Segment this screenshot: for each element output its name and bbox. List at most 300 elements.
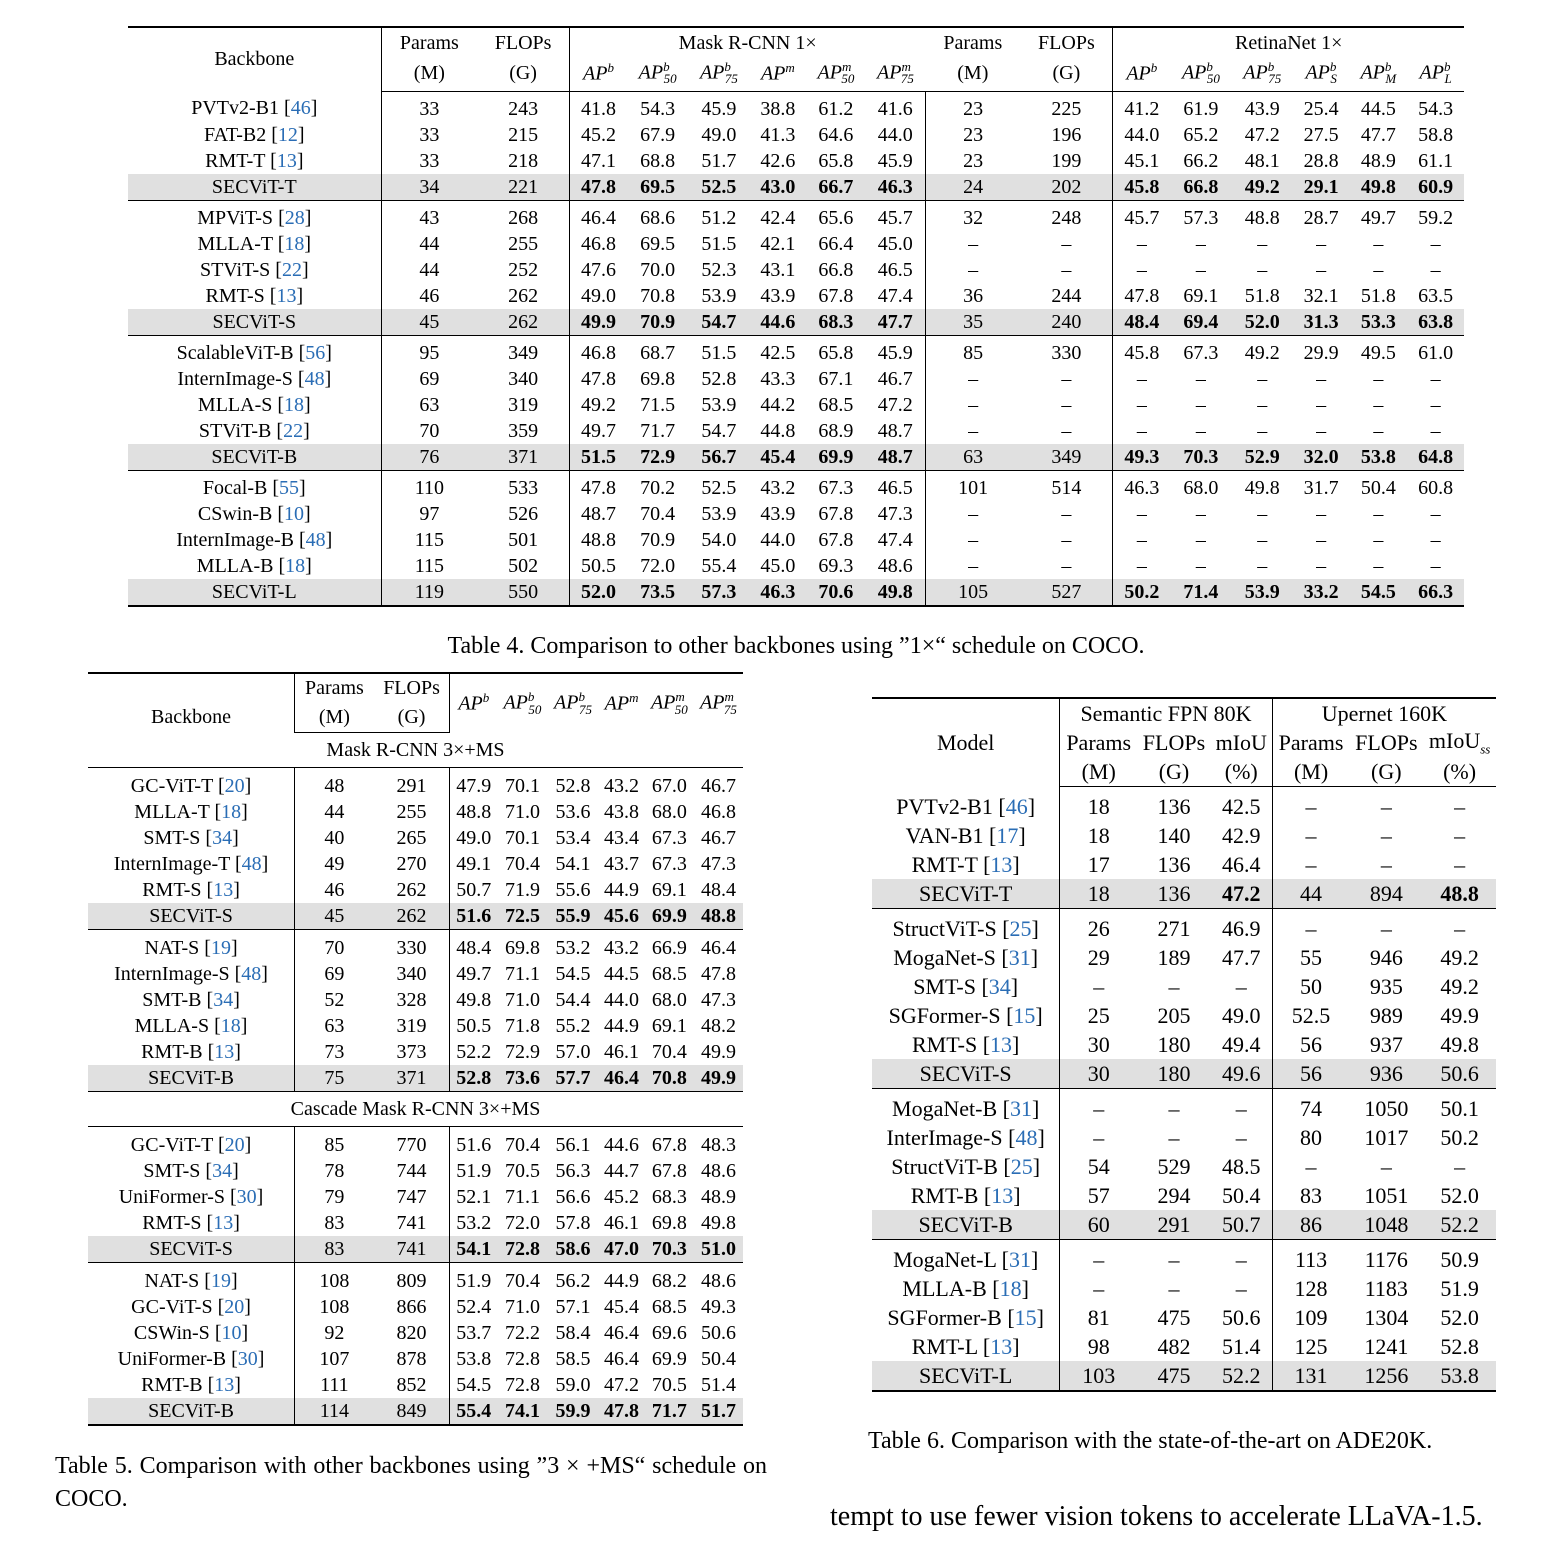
table-cell: 33.2 bbox=[1293, 579, 1350, 606]
table-cell: 72.8 bbox=[504, 1373, 540, 1396]
table-cell: – bbox=[1168, 973, 1180, 999]
table-cell: 52.8 bbox=[701, 367, 737, 390]
table-cell: 45 bbox=[295, 903, 374, 930]
table-cell: 46 bbox=[419, 284, 440, 307]
table-cell: 70.4 bbox=[640, 502, 676, 525]
table-cell: 215 bbox=[477, 122, 569, 148]
table-cell: – bbox=[1257, 419, 1268, 442]
table-cell: 50.6 bbox=[700, 1321, 736, 1344]
table-cell: 46.7 bbox=[700, 826, 736, 849]
table-cell: 71.7 bbox=[640, 419, 676, 442]
table-row bbox=[88, 1210, 743, 1236]
model-name: SMT-S [34] bbox=[88, 825, 295, 851]
t4-col-r-apb50: $AP^b_{50}$ bbox=[1170, 58, 1231, 92]
table-cell: 70.5 bbox=[504, 1159, 540, 1182]
table-cell: 225 bbox=[1020, 92, 1112, 123]
table-cell: 48.8 bbox=[581, 528, 617, 551]
table-cell: 47.2 bbox=[866, 392, 926, 418]
table-5-caption: Table 5. Comparison with other backbones using ”3 × +MS“ schedule on COCO. bbox=[55, 1453, 767, 1512]
table-cell: 52.8 bbox=[1440, 1333, 1479, 1359]
citation-link[interactable]: 13 bbox=[214, 1040, 235, 1063]
table-cell: 47.2 bbox=[604, 1373, 640, 1396]
citation-link[interactable]: 13 bbox=[213, 1211, 234, 1234]
table-cell: 70.8 bbox=[640, 284, 676, 307]
citation-link[interactable]: 10 bbox=[221, 1321, 242, 1344]
table-cell: – bbox=[1380, 793, 1392, 819]
table-row bbox=[88, 768, 743, 800]
table-cell: – bbox=[1316, 367, 1327, 390]
table-cell: 57.1 bbox=[555, 1295, 591, 1318]
model-name-text: StructViT-S bbox=[892, 915, 1003, 941]
table-cell: 43 bbox=[419, 206, 440, 229]
t5-section-mask-rcnn: Mask R-CNN 3×+MS bbox=[88, 733, 743, 768]
citation-link[interactable]: 13 bbox=[991, 1182, 1014, 1208]
table-cell: – bbox=[1373, 554, 1384, 577]
citation-link[interactable]: 48 bbox=[1015, 1124, 1038, 1150]
citation-link[interactable]: 13 bbox=[276, 149, 297, 172]
table-cell: 56 bbox=[1272, 1059, 1349, 1089]
table-cell: 70.9 bbox=[627, 309, 688, 336]
table-cell: – bbox=[968, 554, 979, 577]
table-cell: 70.9 bbox=[640, 528, 676, 551]
model-name: InterImage-S [48] bbox=[872, 1123, 1060, 1152]
table-row bbox=[872, 1089, 1496, 1124]
table-cell: 45.4 bbox=[750, 444, 807, 471]
table-cell: 71.8 bbox=[504, 1014, 540, 1037]
citation-link[interactable]: 15 bbox=[1014, 1304, 1037, 1330]
citation-link[interactable]: 19 bbox=[210, 936, 231, 959]
table-cell: 46.4 bbox=[581, 206, 617, 229]
table-cell: 989 bbox=[1369, 1002, 1403, 1028]
table-cell: 69.8 bbox=[651, 1211, 687, 1234]
table-cell: – bbox=[1168, 1275, 1180, 1301]
table-cell: 44.9 bbox=[604, 878, 640, 901]
t4-col-r-apbl: $AP^b_L$ bbox=[1407, 58, 1464, 92]
table-cell: 114 bbox=[295, 1398, 374, 1425]
citation-link[interactable]: 25 bbox=[1010, 1153, 1033, 1179]
citation-link[interactable]: 48 bbox=[305, 528, 326, 551]
citation-link[interactable]: 19 bbox=[210, 1269, 231, 1292]
table-cell: 72.0 bbox=[640, 554, 676, 577]
model-name: MLLA-S [18] bbox=[88, 1013, 295, 1039]
t5-unit-m: (M) bbox=[295, 703, 374, 733]
model-name: GC-ViT-S [20] bbox=[88, 1294, 295, 1320]
citation-link[interactable]: 15 bbox=[1013, 1002, 1036, 1028]
table-cell: – bbox=[1316, 258, 1327, 281]
table-cell: 30 bbox=[1060, 1059, 1137, 1089]
table-cell: 45.0 bbox=[866, 231, 926, 257]
citation-link[interactable]: 20 bbox=[224, 1295, 245, 1318]
citation-link[interactable]: 34 bbox=[213, 988, 234, 1011]
table-cell: 50.6 bbox=[1211, 1303, 1272, 1332]
table-cell: 514 bbox=[1020, 471, 1112, 502]
table-cell: 33 bbox=[419, 149, 440, 172]
model-name-text: PVTv2-B1 bbox=[896, 793, 999, 819]
table-cell: 51.7 bbox=[701, 149, 737, 172]
citation-link[interactable]: 55 bbox=[279, 476, 300, 499]
table-cell: 61.2 bbox=[818, 97, 854, 120]
table-cell: 319 bbox=[374, 1013, 450, 1039]
citation-link[interactable]: 48 bbox=[241, 962, 262, 985]
citation-link[interactable]: 31 bbox=[1008, 944, 1031, 970]
model-name-text: InternImage-S bbox=[177, 367, 298, 390]
table-cell: 58.6 bbox=[548, 1236, 599, 1263]
model-name: MLLA-T [18] bbox=[128, 231, 381, 257]
model-name-text: SECViT-L bbox=[211, 580, 297, 603]
table-cell: 1183 bbox=[1364, 1275, 1408, 1301]
table-row bbox=[872, 879, 1496, 909]
table-cell: 53.7 bbox=[456, 1321, 492, 1344]
model-name-text: UniFormer-B bbox=[117, 1347, 232, 1370]
model-name-text: NAT-S bbox=[144, 936, 205, 959]
table-cell: 330 bbox=[374, 930, 450, 962]
table-cell: 41.6 bbox=[866, 92, 926, 123]
citation-link[interactable]: 34 bbox=[212, 1159, 233, 1182]
table-cell: 65.8 bbox=[818, 341, 854, 364]
table-cell: 44.2 bbox=[760, 393, 796, 416]
table-cell: – bbox=[1316, 232, 1327, 255]
model-name-text: SMT-S bbox=[143, 1159, 206, 1182]
citation-link[interactable]: 22 bbox=[281, 258, 302, 281]
table-cell: 70.8 bbox=[645, 1065, 694, 1092]
table-cell: 67.8 bbox=[818, 284, 854, 307]
table-cell: 136 bbox=[1157, 851, 1191, 877]
citation-link[interactable]: 20 bbox=[224, 1133, 245, 1156]
table-cell: 47.4 bbox=[866, 527, 926, 553]
table-row bbox=[88, 987, 743, 1013]
table-cell: 319 bbox=[477, 392, 569, 418]
table-cell: 43.7 bbox=[604, 852, 640, 875]
table-cell: 17 bbox=[1087, 851, 1110, 877]
table-row bbox=[88, 1398, 743, 1425]
model-name-text: StructViT-B bbox=[891, 1153, 1004, 1179]
citation-link[interactable]: 18 bbox=[284, 232, 305, 255]
model-name: GC-ViT-T [20] bbox=[88, 768, 295, 800]
table-cell: 108 bbox=[319, 1269, 350, 1292]
t4-unit-m: (M) bbox=[381, 58, 477, 92]
citation-link[interactable]: 48 bbox=[241, 852, 262, 875]
citation-link[interactable]: 31 bbox=[1009, 1095, 1032, 1121]
table-cell: 18 bbox=[1087, 793, 1110, 819]
table-cell: 23 bbox=[963, 149, 984, 172]
table-cell: 69.8 bbox=[640, 367, 676, 390]
model-name-text: NAT-S bbox=[144, 1269, 205, 1292]
table-cell: 44.9 bbox=[604, 1014, 640, 1037]
table-cell: 50 bbox=[1300, 973, 1323, 999]
citation-link[interactable]: 28 bbox=[284, 206, 305, 229]
citation-link[interactable]: 17 bbox=[996, 822, 1019, 848]
t4-col-r-apbs: $AP^b_S$ bbox=[1293, 58, 1350, 92]
t6-group-upernet: Upernet 160K bbox=[1321, 700, 1447, 726]
table-cell: 45.8 bbox=[1124, 341, 1160, 364]
table-cell: 67.8 bbox=[818, 528, 854, 551]
table-row bbox=[872, 1332, 1496, 1361]
table-cell: 49.5 bbox=[1360, 341, 1396, 364]
model-name-text: PVTv2-B1 bbox=[191, 97, 285, 120]
citation-link[interactable]: 18 bbox=[999, 1275, 1022, 1301]
table-cell: 262 bbox=[477, 283, 569, 309]
table-cell: 70.0 bbox=[640, 258, 676, 281]
table-cell: – bbox=[1020, 392, 1112, 418]
citation-link[interactable]: 34 bbox=[212, 826, 233, 849]
model-name: VAN-B1 [17] bbox=[872, 821, 1060, 850]
citation-link[interactable]: 18 bbox=[221, 800, 242, 823]
table-cell: 52.2 bbox=[1423, 1210, 1496, 1240]
table-row bbox=[128, 527, 1464, 553]
table-cell: 45.0 bbox=[760, 554, 796, 577]
citation-link[interactable]: 30 bbox=[236, 1185, 257, 1208]
table-cell: 49.8 bbox=[1440, 1031, 1479, 1057]
model-name-text: InternImage-S bbox=[114, 962, 235, 985]
table-cell: 56 bbox=[1300, 1031, 1323, 1057]
table-cell: 73.6 bbox=[497, 1065, 548, 1092]
citation-link[interactable]: 13 bbox=[276, 284, 297, 307]
table-cell: 70.3 bbox=[1170, 444, 1231, 471]
table-cell: 49.8 bbox=[1244, 476, 1280, 499]
table-cell: 1304 bbox=[1364, 1304, 1409, 1330]
table-cell: – bbox=[1168, 1124, 1180, 1150]
table-cell: – bbox=[1211, 1240, 1272, 1275]
table-cell: – bbox=[1168, 1246, 1180, 1272]
model-name: PVTv2-B1 [46] bbox=[872, 787, 1060, 822]
table-cell: 29 bbox=[1087, 944, 1110, 970]
model-name: StructViT-B [25] bbox=[872, 1152, 1060, 1181]
table-cell: 52.2 bbox=[456, 1040, 492, 1063]
table-cell: 67.8 bbox=[818, 502, 854, 525]
citation-link[interactable]: 13 bbox=[990, 851, 1013, 877]
citation-link[interactable]: 13 bbox=[990, 1333, 1013, 1359]
table-cell: 48.6 bbox=[700, 1159, 736, 1182]
model-name: InternImage-B [48] bbox=[128, 527, 381, 553]
table-cell: 24 bbox=[925, 174, 1020, 201]
model-name-text: MLLA-T bbox=[134, 800, 215, 823]
table-cell: 83 bbox=[324, 1211, 345, 1234]
table-row bbox=[872, 1030, 1496, 1059]
table-row bbox=[88, 1263, 743, 1295]
table-row bbox=[128, 392, 1464, 418]
table-cell: 68.5 bbox=[651, 962, 687, 985]
model-name: STViT-S [22] bbox=[128, 257, 381, 283]
table-cell: 53.2 bbox=[456, 1211, 492, 1234]
model-name-text: RMT-B bbox=[910, 1182, 984, 1208]
table-cell: 36 bbox=[963, 284, 984, 307]
t5-col-apm75: $AP^m_{75}$ bbox=[700, 688, 737, 717]
table-cell: 1048 bbox=[1349, 1210, 1423, 1240]
table-cell: 475 bbox=[1157, 1304, 1191, 1330]
table-cell: 820 bbox=[374, 1320, 450, 1346]
table-cell: – bbox=[968, 419, 979, 442]
table-cell: 52.9 bbox=[1232, 444, 1293, 471]
model-name-text: ScalableViT-B bbox=[176, 341, 299, 364]
table-cell: 43.3 bbox=[760, 367, 796, 390]
table-cell: – bbox=[1020, 257, 1112, 283]
citation-link[interactable]: 25 bbox=[1009, 915, 1032, 941]
table-cell: 103 bbox=[1060, 1361, 1137, 1391]
citation-link[interactable]: 46 bbox=[290, 97, 311, 120]
table-row bbox=[88, 1184, 743, 1210]
table-cell: 74.1 bbox=[497, 1398, 548, 1425]
table-cell: 49.0 bbox=[701, 123, 737, 146]
table-cell: 48.5 bbox=[1211, 1152, 1272, 1181]
table-cell: – bbox=[1136, 258, 1147, 281]
table-cell: 57.7 bbox=[548, 1065, 599, 1092]
citation-link[interactable]: 34 bbox=[988, 973, 1011, 999]
table-cell: – bbox=[1136, 393, 1147, 416]
t6-header-model: Model bbox=[872, 698, 1060, 787]
citation-link[interactable]: 56 bbox=[305, 341, 326, 364]
citation-link[interactable]: 46 bbox=[1005, 793, 1028, 819]
table-cell: 67.3 bbox=[818, 476, 854, 499]
table-cell: 28.8 bbox=[1303, 149, 1339, 172]
table-cell: – bbox=[1373, 502, 1384, 525]
table-cell: 49.8 bbox=[456, 988, 492, 1011]
table-cell: 196 bbox=[1020, 122, 1112, 148]
citation-link[interactable]: 13 bbox=[214, 1373, 235, 1396]
table-cell: 1256 bbox=[1349, 1361, 1423, 1391]
table-cell: 70.1 bbox=[504, 774, 540, 797]
t6-group-fpn: Semantic FPN 80K bbox=[1060, 698, 1272, 728]
model-name-text: SGFormer-B bbox=[887, 1304, 1008, 1330]
model-name: RMT-T [13] bbox=[872, 850, 1060, 879]
table-cell: 48.2 bbox=[700, 1014, 736, 1037]
table-cell: 32 bbox=[963, 206, 984, 229]
model-name-text: InternImage-T bbox=[113, 852, 235, 875]
t4-col-r-apb75: $AP^b_{75}$ bbox=[1232, 58, 1293, 92]
table-cell: 28.7 bbox=[1303, 206, 1339, 229]
table-cell: – bbox=[1136, 367, 1147, 390]
table-cell: 73.5 bbox=[627, 579, 688, 606]
table-cell: 71.0 bbox=[504, 1295, 540, 1318]
model-name: GC-ViT-T [20] bbox=[88, 1127, 295, 1159]
citation-link[interactable]: 18 bbox=[220, 1014, 241, 1037]
citation-link[interactable]: 12 bbox=[277, 123, 298, 146]
table-cell: 48.8 bbox=[1423, 879, 1496, 909]
table-cell: 46.9 bbox=[1211, 909, 1272, 944]
table-cell: – bbox=[1195, 232, 1206, 255]
model-name: InternImage-S [48] bbox=[128, 366, 381, 392]
table-cell: 330 bbox=[1020, 336, 1112, 367]
table-cell: 58.4 bbox=[555, 1321, 591, 1344]
table-cell: 66.7 bbox=[806, 174, 866, 201]
table-cell: 69.1 bbox=[651, 878, 687, 901]
table-cell: – bbox=[1093, 1275, 1105, 1301]
model-name: RMT-B [13] bbox=[88, 1372, 295, 1398]
table-cell: – bbox=[1195, 367, 1206, 390]
table-cell: – bbox=[1430, 502, 1441, 525]
table-cell: 44.6 bbox=[604, 1133, 640, 1156]
table-cell: 45.1 bbox=[1124, 149, 1160, 172]
table-cell: 69.9 bbox=[806, 444, 866, 471]
model-name: MogaNet-L [31] bbox=[872, 1240, 1060, 1275]
t6-unit-pct-2: (%) bbox=[1423, 757, 1496, 787]
table-cell: 64.6 bbox=[818, 123, 854, 146]
table-cell: 45.7 bbox=[866, 201, 926, 232]
citation-link[interactable]: 20 bbox=[224, 774, 245, 797]
citation-link[interactable]: 18 bbox=[285, 554, 306, 577]
table-cell: 65.2 bbox=[1183, 123, 1219, 146]
table-cell: 107 bbox=[319, 1347, 350, 1370]
table-row bbox=[88, 877, 743, 903]
table-row bbox=[872, 1303, 1496, 1332]
table-cell: 1241 bbox=[1364, 1333, 1409, 1359]
table-cell: – bbox=[1020, 231, 1112, 257]
table-cell: 866 bbox=[374, 1294, 450, 1320]
t4-unit-g: (G) bbox=[477, 58, 569, 92]
table-row bbox=[88, 1039, 743, 1065]
table-cell: – bbox=[968, 502, 979, 525]
model-name bbox=[88, 1236, 295, 1263]
citation-link[interactable]: 22 bbox=[283, 419, 304, 442]
table-cell: – bbox=[1257, 258, 1268, 281]
table-row bbox=[88, 1127, 743, 1159]
citation-link[interactable]: 10 bbox=[284, 502, 305, 525]
table-cell: – bbox=[1454, 1153, 1466, 1179]
citation-link[interactable]: 30 bbox=[237, 1347, 258, 1370]
table-cell: 49.2 bbox=[581, 393, 617, 416]
table-row bbox=[88, 1013, 743, 1039]
table-cell: 109 bbox=[1294, 1304, 1328, 1330]
table-cell: 136 bbox=[1157, 793, 1191, 819]
model-name: MogaNet-S [31] bbox=[872, 943, 1060, 972]
table-cell: 68.3 bbox=[651, 1185, 687, 1208]
model-name-text: RMT-S bbox=[142, 1211, 207, 1234]
citation-link[interactable]: 31 bbox=[1008, 1246, 1031, 1272]
table-cell: 56.6 bbox=[555, 1185, 591, 1208]
table-cell: 49.9 bbox=[570, 309, 627, 336]
table-cell: – bbox=[1373, 258, 1384, 281]
model-name bbox=[88, 1065, 295, 1092]
table-cell: 71.1 bbox=[504, 962, 540, 985]
model-name-text: MLLA-S bbox=[197, 393, 278, 416]
table-cell: 55.2 bbox=[555, 1014, 591, 1037]
table-cell: 50.4 bbox=[1360, 476, 1396, 499]
citation-link[interactable]: 13 bbox=[213, 878, 234, 901]
table-cell: 50.5 bbox=[456, 1014, 492, 1037]
table-cell: – bbox=[1316, 502, 1327, 525]
table-5 bbox=[88, 672, 743, 1426]
table-cell: 49.2 bbox=[1440, 973, 1479, 999]
model-name: StructViT-S [25] bbox=[872, 909, 1060, 944]
table-cell: 48.8 bbox=[456, 800, 492, 823]
citation-link[interactable]: 18 bbox=[284, 393, 305, 416]
table-cell: 46.8 bbox=[700, 800, 736, 823]
table-cell: – bbox=[1136, 528, 1147, 551]
model-name bbox=[872, 879, 1060, 909]
t4-header-flops: FLOPs bbox=[477, 27, 569, 58]
table-cell: 59.2 bbox=[1418, 206, 1454, 229]
table-cell: 45.9 bbox=[866, 148, 926, 174]
table-cell: 52.8 bbox=[555, 774, 591, 797]
table-cell: 66.9 bbox=[651, 936, 687, 959]
model-name bbox=[872, 1059, 1060, 1089]
table-cell: 43.9 bbox=[1244, 97, 1280, 120]
citation-link[interactable]: 48 bbox=[304, 367, 325, 390]
model-name bbox=[88, 903, 295, 930]
table-cell: 49.9 bbox=[1440, 1002, 1479, 1028]
table-cell: 53.3 bbox=[1349, 309, 1407, 336]
table-cell: 47.4 bbox=[866, 283, 926, 309]
table-cell: 48.9 bbox=[700, 1185, 736, 1208]
table-cell: 52.2 bbox=[1211, 1361, 1272, 1391]
table-cell: – bbox=[1093, 1124, 1105, 1150]
table-cell: 49.3 bbox=[1113, 444, 1170, 471]
table-cell: 61.9 bbox=[1183, 97, 1219, 120]
table-cell: 46.1 bbox=[604, 1211, 640, 1234]
table-cell: 68.3 bbox=[806, 309, 866, 336]
citation-link[interactable]: 13 bbox=[990, 1031, 1013, 1057]
table-cell: 81 bbox=[1087, 1304, 1110, 1330]
table-cell: 51.2 bbox=[701, 206, 737, 229]
